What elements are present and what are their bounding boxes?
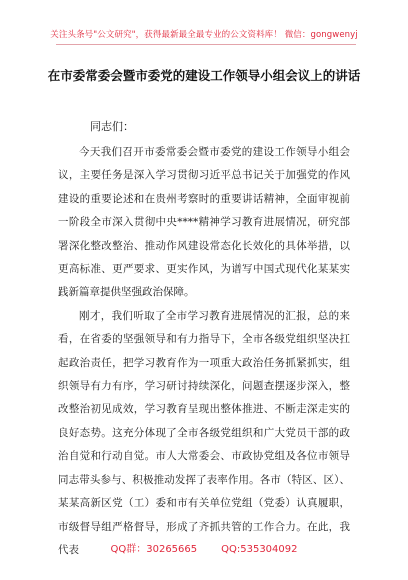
salutation: 同志们： <box>90 120 134 133</box>
header-divider <box>56 44 356 45</box>
header-banner: 关注头条号"公文研究"，获得最新最全最专业的公文资料库！ 微信：gongwenyj <box>50 30 358 40</box>
footer-qq-group: QQ群：30265665 <box>110 544 198 555</box>
footer-qq: QQ:535304092 <box>221 544 298 555</box>
paragraph: 刚才，我们听取了全市学习教育进展情况的汇报，总的来看，在省委的坚强领导和有力指导下，全市各级党组织坚决扛起政治责任，把学习教育作为一项重大政治任务抓紧抓实，组织领导有力有序，学习研讨持续深化，问题查摆逐步深入，整改整治初见成效，学习教育呈现出整体推进、不断走深走实的良好态势。这充分体现了全市各级党组织和广大党员干部的政治自觉和行动自觉。市人大常委会、市政协党组及各位市领导同志带头参与、积极推动发挥了表率作用。各市（特区、区）、某某高新区党（工）委和市有关单位党组（党委）认真履职，市级督导组严格督导，形成了齐抓共管的工作合力。在此，我代表 <box>58 309 350 556</box>
document-body <box>58 141 350 562</box>
document-title: 在市委常委会暨市委党的建设工作领导小组会议上的讲话 <box>47 68 361 83</box>
paragraph: 今天我们召开市委常委会暨市委党的建设工作领导小组会议，主要任务是深入学习贯彻习近平总书记关于加强党的作风建设的重要论述和在贵州考察时的重要讲话精神，全面审视前一阶段全市深入贯彻中央****精神学习教育进展情况，研究部署深化整改整治、推动作风建设常态化长效化的具体举措，以更高标准、更严要求、更实作风，为谱写中国式现代化某某实践新篇章提供坚强政治保障。 <box>58 146 350 299</box>
footer-contact <box>0 540 408 555</box>
